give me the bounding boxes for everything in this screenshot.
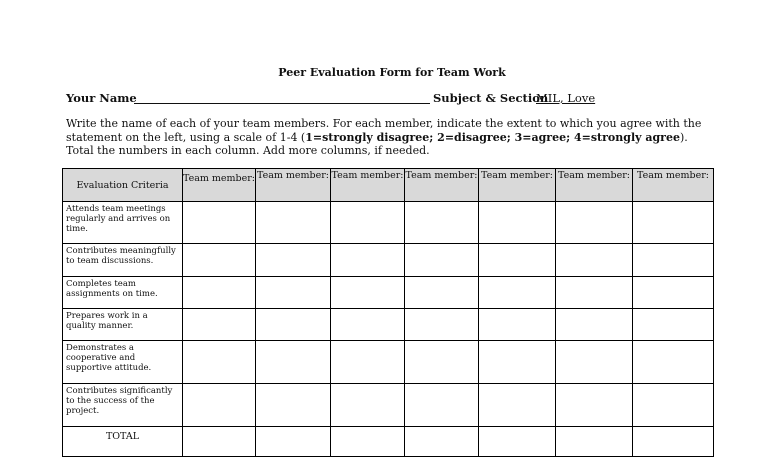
member-header-6: Team member: [556, 169, 633, 202]
score-cell[interactable] [405, 277, 479, 309]
score-cell[interactable] [256, 202, 331, 244]
score-cell[interactable] [556, 277, 633, 309]
member-header-7: Team member: [633, 169, 714, 202]
instructions-text-1: Write the name of each of your team members. For each member, indicate the extent to which you agree with the statement on the left, using a scale of 1-4 ( [66, 117, 702, 144]
score-cell[interactable] [556, 341, 633, 384]
your-name-label: Your Name [66, 91, 137, 105]
score-cell[interactable] [256, 341, 331, 384]
score-cell[interactable] [556, 244, 633, 277]
score-cell[interactable] [183, 341, 256, 384]
score-cell[interactable] [479, 309, 556, 341]
instructions-text-2: ). Total the numbers in each column. Add more columns, if needed. [66, 130, 688, 157]
total-cell[interactable] [556, 427, 633, 457]
score-cell[interactable] [256, 244, 331, 277]
score-cell[interactable] [479, 202, 556, 244]
score-cell[interactable] [331, 341, 405, 384]
total-row [63, 427, 714, 457]
score-cell[interactable] [479, 277, 556, 309]
name-subject-row [66, 91, 726, 107]
score-cell[interactable] [479, 384, 556, 427]
total-cell[interactable] [405, 427, 479, 457]
score-cell[interactable] [633, 384, 714, 427]
criteria-cell: Contributes meaningfully to team discussions. [63, 244, 183, 277]
score-cell[interactable] [405, 309, 479, 341]
score-cell[interactable] [183, 244, 256, 277]
score-cell[interactable] [331, 309, 405, 341]
instructions-scale: 1=strongly disagree; 2=disagree; 3=agree; 4=strongly agree [305, 130, 680, 144]
score-cell[interactable] [479, 341, 556, 384]
member-header-1: Team member: [183, 169, 256, 202]
table-header-row [63, 169, 714, 202]
member-header-5: Team member: [479, 169, 556, 202]
table-row [63, 309, 714, 341]
score-cell[interactable] [331, 277, 405, 309]
criteria-cell: Attends team meetings regularly and arrives on time. [63, 202, 183, 244]
score-cell[interactable] [556, 309, 633, 341]
criteria-cell: Contributes significantly to the success of the project. [63, 384, 183, 427]
score-cell[interactable] [331, 384, 405, 427]
score-cell[interactable] [256, 277, 331, 309]
score-cell[interactable] [479, 244, 556, 277]
form-title: Peer Evaluation Form for Team Work [278, 66, 506, 79]
criteria-cell: Prepares work in a quality manner. [63, 309, 183, 341]
score-cell[interactable] [405, 244, 479, 277]
score-cell[interactable] [256, 309, 331, 341]
score-cell[interactable] [633, 202, 714, 244]
table-row [63, 202, 714, 244]
score-cell[interactable] [183, 202, 256, 244]
total-cell[interactable] [256, 427, 331, 457]
evaluation-table [62, 168, 714, 457]
score-cell[interactable] [183, 384, 256, 427]
table-row [63, 341, 714, 384]
member-header-4: Team member: [405, 169, 479, 202]
criteria-cell: Demonstrates a cooperative and supportive attitude. [63, 341, 183, 384]
your-name-field[interactable] [134, 103, 430, 104]
member-header-3: Team member: [331, 169, 405, 202]
score-cell[interactable] [405, 202, 479, 244]
score-cell[interactable] [331, 244, 405, 277]
score-cell[interactable] [331, 202, 405, 244]
criteria-header: Evaluation Criteria [63, 169, 183, 202]
total-cell[interactable] [183, 427, 256, 457]
score-cell[interactable] [256, 384, 331, 427]
member-header-2: Team member: [256, 169, 331, 202]
score-cell[interactable] [633, 277, 714, 309]
score-cell[interactable] [183, 277, 256, 309]
table-row [63, 384, 714, 427]
score-cell[interactable] [633, 309, 714, 341]
subject-section-label: Subject & Section [433, 91, 549, 105]
total-label: TOTAL [63, 427, 183, 457]
total-cell[interactable] [479, 427, 556, 457]
score-cell[interactable] [183, 309, 256, 341]
score-cell[interactable] [556, 384, 633, 427]
score-cell[interactable] [633, 244, 714, 277]
total-cell[interactable] [331, 427, 405, 457]
table-row [63, 244, 714, 277]
table-row [63, 277, 714, 309]
subject-section-value: MIL, Love [536, 91, 596, 105]
score-cell[interactable] [405, 341, 479, 384]
score-cell[interactable] [556, 202, 633, 244]
total-cell[interactable] [633, 427, 714, 457]
score-cell[interactable] [405, 384, 479, 427]
criteria-cell: Completes team assignments on time. [63, 277, 183, 309]
instructions [66, 117, 716, 158]
score-cell[interactable] [633, 341, 714, 384]
